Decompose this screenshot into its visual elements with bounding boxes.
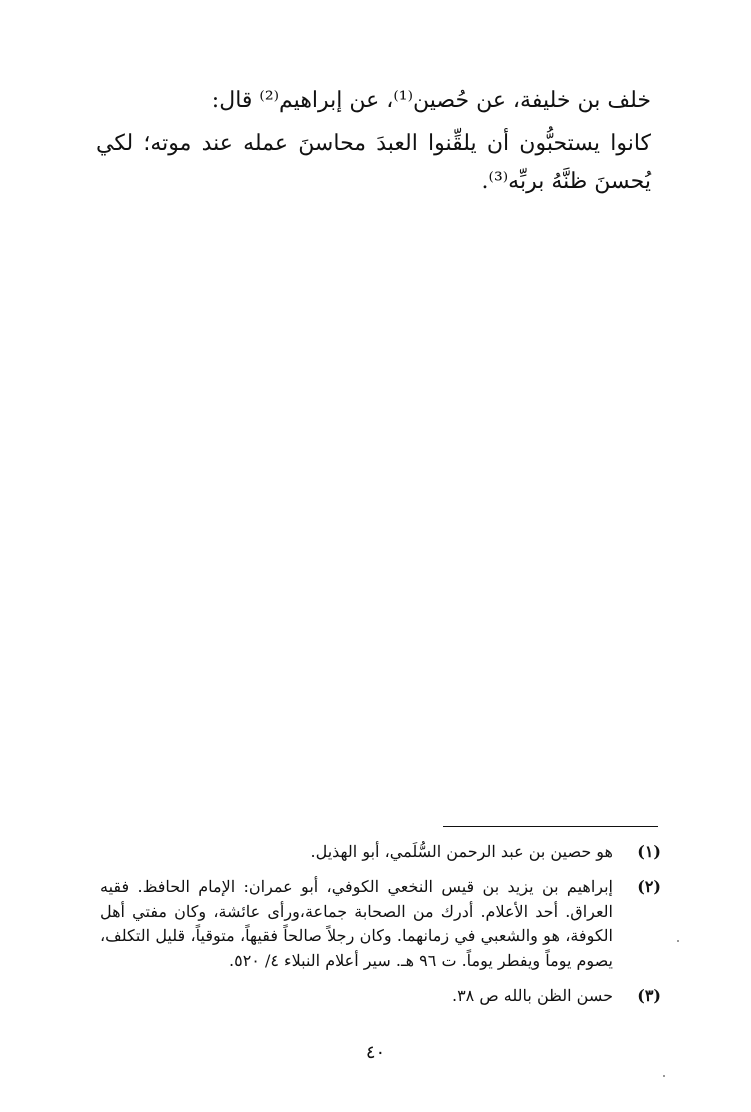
main-text-paragraph: كانوا يستحبُّون أن يلقِّنوا العبدَ محاسنَ عمله عند موته؛ لكي يُحسنَ ظنَّهُ بربِّه⁽³⁾.	[96, 131, 651, 194]
scan-speck	[677, 940, 679, 942]
main-text	[96, 82, 651, 200]
footnote-3	[100, 984, 661, 1009]
footnote-text: هو حصين بن عبد الرحمن السُّلَمي، أبو الهذيل.	[310, 842, 613, 861]
main-text-line: خلف بن خليفة، عن حُصين⁽¹⁾، عن إبراهيم⁽²⁾ قال:	[211, 88, 651, 113]
footnote-2	[100, 875, 661, 974]
footnote-number: (٣)	[637, 985, 661, 1005]
footnote-number: (٢)	[637, 876, 661, 896]
page-number: ٤٠	[365, 1042, 386, 1063]
footnote-text: حسن الظن بالله ص ٣٨.	[451, 985, 613, 1005]
footnote-text: إبراهيم بن يزيد بن قيس النخعي الكوفي، أبو عمران: الإمام الحافظ. فقيه العراق. أحد الأعلام. أدرك من الصحابة جماعة،ورأى عائشة، وكان مفتي أهل الكوفة، هو والشعبي في زمانهما. وكان رجلاً صالحاً فقيهاً، متوقياً، قليل التكلف، يصوم يوماً ويفطر يوماً. ت ٩٦ هـ. سير أعلام النبلاء ٤/ ٥٢٠.	[100, 876, 613, 971]
scan-speck	[663, 1075, 665, 1077]
footnote-number: (١)	[637, 842, 661, 861]
footnotes	[100, 840, 661, 1019]
footnote-separator	[443, 826, 658, 827]
footnote-1	[100, 840, 661, 865]
